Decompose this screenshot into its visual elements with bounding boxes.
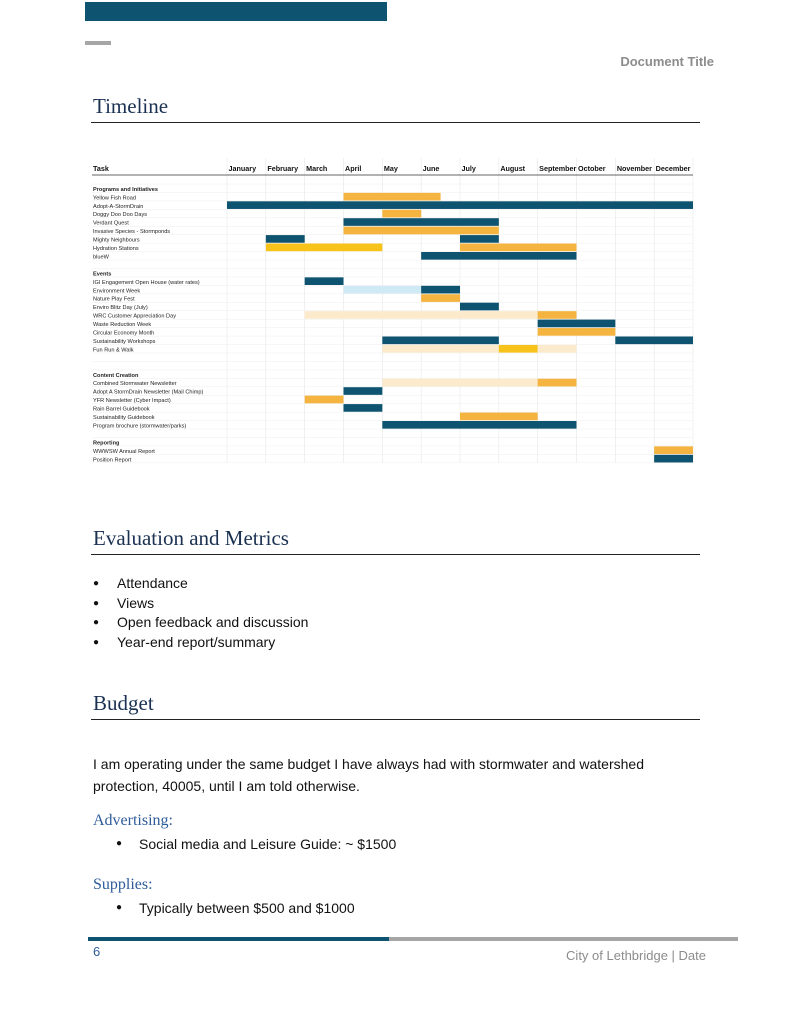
gantt-bar — [654, 455, 693, 463]
gantt-bar — [266, 235, 305, 243]
gantt-bar — [460, 303, 499, 311]
gantt-bar — [344, 286, 422, 294]
gantt-bar — [538, 311, 577, 319]
task-label: Doggy Doo Doo Days — [93, 212, 148, 219]
gantt-bar — [421, 252, 576, 260]
task-label: Waste Reduction Week — [93, 322, 152, 329]
list-item: ● Social media and Leisure Guide: ~ $1500 — [116, 834, 396, 854]
gantt-bar — [344, 193, 441, 201]
task-header: Task — [93, 164, 109, 173]
gantt-bar — [654, 446, 693, 454]
gantt-bar — [382, 345, 499, 353]
gantt-bar — [305, 311, 538, 319]
list-item: ● Year-end report/summary — [93, 633, 308, 653]
gantt-bar — [538, 345, 577, 353]
list-item: ● Open feedback and discussion — [93, 613, 308, 633]
task-label: WWWSW Annual Report — [93, 448, 155, 455]
list-item: ● Typically between $500 and $1000 — [116, 898, 355, 918]
task-label: Mighty Neighbours — [93, 237, 140, 244]
evaluation-heading: Evaluation and Metrics — [93, 526, 289, 550]
task-label: Enviro Blitz Day (July) — [93, 305, 148, 312]
task-label: Adopt-A-StormDrain — [93, 203, 144, 210]
supplies-heading: Supplies: — [93, 876, 153, 893]
footer-accent-bar — [88, 937, 389, 941]
task-label: blueW — [93, 254, 109, 261]
section-label: Programs and Initiatives — [93, 186, 158, 193]
gantt-bar — [538, 379, 577, 387]
gantt-bar — [266, 244, 383, 252]
gantt-bar — [344, 218, 499, 226]
footer-text: City of Lethbridge | Date — [566, 948, 706, 963]
gantt-bar — [615, 337, 693, 345]
section-label: Content Creation — [93, 372, 139, 379]
header-accent-dash — [85, 41, 111, 45]
gantt-bar — [344, 387, 383, 395]
task-label: Sustainability Guidebook — [93, 415, 155, 421]
month-header: May — [383, 164, 398, 173]
gantt-bar — [382, 421, 576, 429]
gantt-bar — [305, 277, 344, 285]
section-label: Events — [93, 271, 112, 278]
evaluation-heading-rule — [91, 554, 700, 555]
month-header: September — [539, 164, 577, 173]
task-label: Yellow Fish Road — [93, 195, 137, 202]
month-header: December — [655, 164, 691, 173]
task-label: Environment Week — [93, 288, 141, 295]
advertising-list — [116, 834, 396, 854]
gantt-bar — [538, 320, 616, 328]
task-label: Combined Stormwater Newsletter — [93, 381, 177, 388]
task-label: Circular Economy Month — [93, 330, 155, 337]
section-label: Reporting — [93, 440, 120, 447]
month-header: October — [578, 164, 606, 173]
list-item: ● Attendance — [93, 574, 308, 594]
task-label: Program brochure (stormwater/parks) — [93, 423, 187, 430]
gantt-bar — [344, 404, 383, 412]
month-header: July — [461, 164, 476, 173]
footer-gray-bar — [389, 937, 738, 941]
list-item: ● Views — [93, 594, 308, 614]
task-label: Position Report — [93, 457, 132, 464]
timeline-heading: Timeline — [93, 94, 169, 118]
task-label: YFR Newsletter (Cyber Impact) — [93, 398, 171, 405]
evaluation-list — [93, 574, 308, 653]
task-label: IGI Engagement Open House (water rates) — [93, 279, 200, 286]
task-label: Adopt A StormDrain Newsletter (Mail Chimp) — [93, 389, 204, 396]
timeline-gantt-chart — [92, 158, 695, 468]
gantt-bar — [460, 235, 499, 243]
gantt-bar — [421, 286, 460, 294]
gantt-bar — [344, 227, 499, 235]
gantt-bar — [460, 244, 577, 252]
task-label: WRC Customer Appreciation Day — [93, 313, 177, 320]
month-header: November — [616, 164, 652, 173]
task-label: Fun Run & Walk — [93, 347, 134, 354]
gantt-bar — [421, 294, 460, 302]
gantt-bar — [305, 396, 344, 404]
gantt-bar — [382, 379, 537, 387]
gantt-bar — [538, 328, 616, 336]
header-accent-bar — [85, 2, 387, 21]
month-header: March — [306, 164, 328, 173]
gantt-bar — [460, 413, 538, 421]
timeline-heading-rule — [91, 122, 700, 123]
gantt-bar — [382, 210, 421, 218]
supplies-list — [116, 898, 355, 918]
month-header: February — [267, 164, 299, 173]
month-header: August — [500, 164, 526, 173]
month-header: June — [422, 164, 440, 173]
month-header: January — [228, 164, 257, 173]
document-title: Document Title — [620, 54, 714, 69]
task-label: Sustainability Workshops — [93, 338, 156, 345]
budget-heading-rule — [91, 719, 700, 720]
gantt-bar — [499, 345, 538, 353]
task-label: Verdant Quest — [93, 220, 129, 227]
page-number: 6 — [93, 944, 101, 959]
budget-paragraph: I am operating under the same budget I have always had with stormwater and watershed protection, 40005, until I am told otherwise. — [93, 756, 644, 794]
gantt-bar — [227, 201, 693, 209]
task-label: Nature Play Fest — [93, 296, 135, 303]
advertising-heading: Advertising: — [93, 812, 173, 829]
budget-heading: Budget — [93, 691, 154, 715]
task-label: Hydration Stations — [93, 246, 139, 252]
task-label: Rain Barrel Guidebook — [93, 406, 150, 413]
gantt-bar — [382, 337, 499, 345]
task-label: Invasive Species - Stormponds — [93, 229, 171, 236]
month-header: April — [345, 164, 362, 173]
